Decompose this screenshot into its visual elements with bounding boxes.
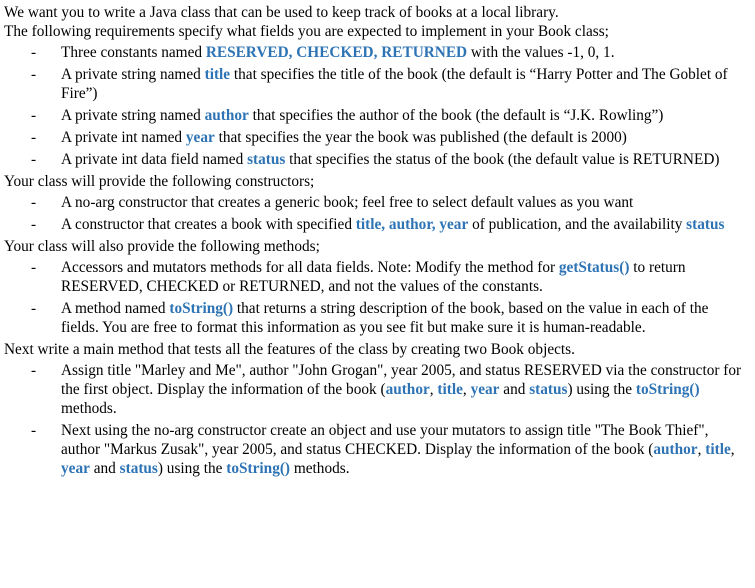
list-item [4, 299, 745, 337]
bullet-dash: - [31, 107, 37, 124]
code-keyword: toString() [635, 381, 700, 398]
item-text: and [499, 381, 530, 398]
intro-line-1: We want you to write a Java class that can be used to keep track of books at a local library. [4, 4, 559, 21]
code-keyword: status [686, 216, 725, 233]
item-text: , [462, 381, 471, 398]
item-text: Next using the no-arg constructor create an object and use your mutators to assign title "The Book Thief", author "Markus Zusak", year 2005, and status CHECKED. Display the information of the book ( [61, 422, 709, 458]
item-text: that specifies the status of the book (the default value is RETURNED) [285, 151, 720, 168]
main-method-heading: Next write a main method that tests all the features of the class by creating two Book objects. [4, 341, 575, 358]
bullet-dash: - [31, 300, 37, 317]
code-keyword: year [470, 381, 500, 398]
list-item [4, 150, 745, 169]
code-keyword: status [529, 381, 568, 398]
bullet-dash: - [31, 216, 37, 233]
item-text: A no-arg constructor that creates a generic book; feel free to select default values as you want [61, 194, 634, 211]
item-text: , [697, 441, 706, 458]
code-keyword: toString() [226, 460, 291, 477]
item-text: A private int data field named [61, 151, 248, 168]
code-keyword: year [61, 460, 90, 477]
item-text: A private string named [61, 107, 205, 124]
item-text: Three constants named [61, 44, 206, 61]
code-keyword: year [185, 129, 215, 146]
item-text: , [429, 381, 438, 398]
item-text: and [89, 460, 120, 477]
item-text: A method named [61, 300, 170, 317]
list-item [4, 258, 745, 296]
code-keyword: title [437, 381, 463, 398]
item-text: methods. [61, 400, 117, 417]
bullet-dash: - [31, 44, 37, 61]
code-keyword: author [385, 381, 430, 398]
item-text: that returns a string description of the book, based on the value in each of the fields. You are free to format this information as you see fit but make sure it is human-readable. [61, 300, 709, 336]
bullet-dash: - [31, 362, 37, 379]
list-item [4, 421, 745, 478]
item-text: A private string named [61, 66, 205, 83]
item-text: that specifies the year the book was published (the default is 2000) [214, 129, 627, 146]
item-text: Accessors and mutators methods for all data fields. Note: Modify the method for [61, 259, 559, 276]
constructor-requirements-list [4, 193, 745, 234]
intro-line-2: The following requirements specify what fields you are expected to implement in your Book class; [4, 23, 609, 40]
code-keyword: title [204, 66, 231, 83]
item-text: of publication, and the availability [468, 216, 687, 233]
item-text: A constructor that creates a book with specified [61, 216, 356, 233]
code-keyword: status [247, 151, 286, 168]
code-keyword: toString() [169, 300, 234, 317]
bullet-dash: - [31, 151, 37, 168]
list-item [4, 106, 745, 125]
bullet-dash: - [31, 422, 37, 439]
methods-heading: Your class will also provide the following methods; [4, 238, 320, 255]
item-text: with the values -1, 0, 1. [467, 44, 615, 61]
bullet-dash: - [31, 66, 37, 83]
code-keyword: title, author, year [355, 216, 469, 233]
list-item [4, 361, 745, 418]
code-keyword: author [653, 441, 698, 458]
item-text: ) using the [567, 381, 636, 398]
code-keyword: author [204, 107, 249, 124]
item-text: methods. [290, 460, 350, 477]
list-item [4, 215, 745, 234]
list-item [4, 43, 745, 62]
code-keyword: status [119, 460, 158, 477]
main-method-steps-list [4, 361, 745, 478]
bullet-dash: - [31, 194, 37, 211]
item-text: Assign title "Marley and Me", author "John Grogan", year 2005, and status RESERVED via the constructor for the first object. Display the information of the book ( [61, 362, 742, 398]
constructors-heading: Your class will provide the following constructors; [4, 173, 315, 190]
item-text: , [730, 441, 735, 458]
list-item [4, 65, 745, 103]
list-item [4, 128, 745, 147]
item-text: to return RESERVED, CHECKED or RETURNED, and not the values of the constants. [61, 259, 686, 295]
code-keyword: getStatus() [558, 259, 630, 276]
code-keyword: title [705, 441, 731, 458]
item-text: that specifies the author of the book (the default is “J.K. Rowling”) [248, 107, 664, 124]
item-text: ) using the [157, 460, 227, 477]
list-item [4, 193, 745, 212]
item-text: that specifies the title of the book (the default is “Harry Potter and The Goblet of Fire”) [61, 66, 728, 102]
bullet-dash: - [31, 129, 37, 146]
item-text: A private int named [61, 129, 186, 146]
code-keyword: RESERVED, CHECKED, RETURNED [205, 44, 468, 61]
method-requirements-list [4, 258, 745, 337]
field-requirements-list [4, 43, 745, 169]
bullet-dash: - [31, 259, 37, 276]
